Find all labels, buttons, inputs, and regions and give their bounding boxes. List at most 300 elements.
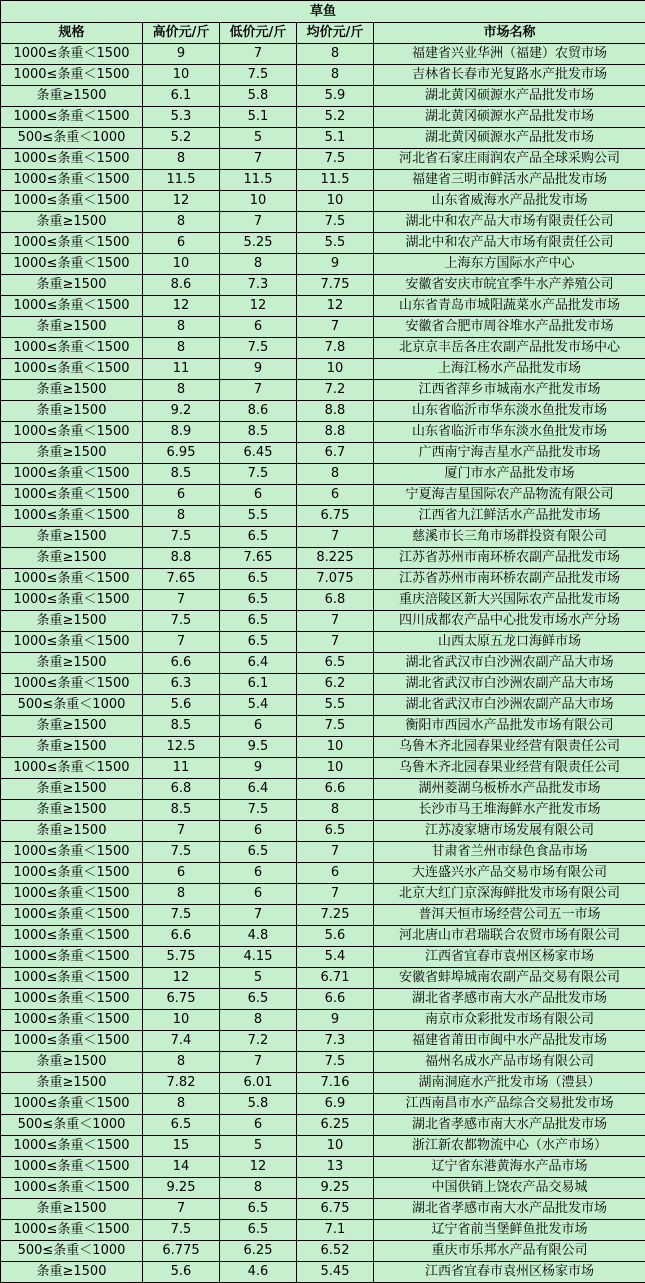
market-name-cell: 山西太原五龙口海鲜市场 [374, 632, 645, 653]
low-price-cell: 5.8 [220, 86, 297, 107]
spec-cell: 1000≤条重＜1500 [1, 863, 143, 884]
market-name-cell: 辽宁省前当堡鲜鱼批发市场 [374, 1220, 645, 1241]
low-price-cell: 7.5 [220, 65, 297, 86]
spec-cell: 条重≥1500 [1, 317, 143, 338]
high-price-cell: 8 [143, 149, 220, 170]
avg-price-cell: 7 [297, 527, 374, 548]
avg-price-cell: 5.2 [297, 107, 374, 128]
table-row [1, 506, 645, 527]
avg-price-cell: 8.225 [297, 548, 374, 569]
high-price-cell: 8.8 [143, 548, 220, 569]
low-price-cell: 6 [220, 884, 297, 905]
low-price-cell: 5.4 [220, 695, 297, 716]
market-name-cell: 安徽省蚌埠城南农副产品交易有限公司 [374, 968, 645, 989]
table-row [1, 1136, 645, 1157]
spec-cell: 条重≥1500 [1, 527, 143, 548]
market-name-cell: 大连盛兴水产品交易市场有限公司 [374, 863, 645, 884]
table-row [1, 1178, 645, 1199]
table-row [1, 968, 645, 989]
high-price-cell: 7.5 [143, 611, 220, 632]
market-name-cell: 中国供销上饶农产品交易城 [374, 1178, 645, 1199]
spec-cell: 1000≤条重＜1500 [1, 758, 143, 779]
market-name-cell: 上海江杨水产品批发市场 [374, 359, 645, 380]
high-price-cell: 7 [143, 821, 220, 842]
table-row [1, 737, 645, 758]
table-row [1, 989, 645, 1010]
spec-cell: 1000≤条重＜1500 [1, 590, 143, 611]
spec-cell: 1000≤条重＜1500 [1, 65, 143, 86]
low-price-cell: 6.45 [220, 443, 297, 464]
market-name-cell: 四川成都农产品中心批发市场水产分场 [374, 611, 645, 632]
market-name-cell: 福建省三明市鲜活水产品批发市场 [374, 170, 645, 191]
low-price-cell: 6 [220, 317, 297, 338]
low-price-cell: 12 [220, 296, 297, 317]
avg-price-cell: 6.75 [297, 506, 374, 527]
low-price-cell: 6.5 [220, 989, 297, 1010]
high-price-cell: 7.82 [143, 1073, 220, 1094]
avg-price-cell: 7 [297, 884, 374, 905]
low-price-cell: 6.5 [220, 527, 297, 548]
market-name-cell: 江西省萍乡市城南水产批发市场 [374, 380, 645, 401]
spec-cell: 条重≥1500 [1, 737, 143, 758]
market-name-cell: 湖北省武汉市白沙洲农副产品大市场 [374, 653, 645, 674]
high-price-cell: 7.5 [143, 842, 220, 863]
spec-cell: 1000≤条重＜1500 [1, 170, 143, 191]
spec-cell: 条重≥1500 [1, 212, 143, 233]
low-price-cell: 9 [220, 359, 297, 380]
high-price-cell: 8 [143, 380, 220, 401]
low-price-cell: 7 [220, 212, 297, 233]
table-row [1, 569, 645, 590]
spec-cell: 1000≤条重＜1500 [1, 1178, 143, 1199]
header-high-price: 高价元/斤 [143, 23, 220, 44]
market-name-cell: 湖州菱湖乌板桥水产品批发市场 [374, 779, 645, 800]
market-name-cell: 江苏凌家塘市场发展有限公司 [374, 821, 645, 842]
avg-price-cell: 8 [297, 65, 374, 86]
table-row [1, 44, 645, 65]
market-name-cell: 慈溪市长三角市场群投资有限公司 [374, 527, 645, 548]
spec-cell: 条重≥1500 [1, 275, 143, 296]
market-name-cell: 乌鲁木齐北园春果业经营有限责任公司 [374, 737, 645, 758]
spec-cell: 条重≥1500 [1, 800, 143, 821]
market-name-cell: 上海东方国际水产中心 [374, 254, 645, 275]
market-name-cell: 广西南宁海吉星水产品批发市场 [374, 443, 645, 464]
table-row [1, 149, 645, 170]
table-row [1, 1094, 645, 1115]
table-row [1, 170, 645, 191]
avg-price-cell: 7 [297, 317, 374, 338]
market-name-cell: 河北唐山市君瑞联合农贸市场有限公司 [374, 926, 645, 947]
table-row [1, 653, 645, 674]
market-name-cell: 湖北中和农产品大市场有限责任公司 [374, 212, 645, 233]
spec-cell: 条重≥1500 [1, 779, 143, 800]
high-price-cell: 11 [143, 758, 220, 779]
high-price-cell: 10 [143, 254, 220, 275]
low-price-cell: 4.6 [220, 1262, 297, 1283]
high-price-cell: 8.5 [143, 716, 220, 737]
spec-cell: 1000≤条重＜1500 [1, 464, 143, 485]
table-row [1, 254, 645, 275]
spec-cell: 1000≤条重＜1500 [1, 989, 143, 1010]
spec-cell: 1000≤条重＜1500 [1, 296, 143, 317]
high-price-cell: 6.1 [143, 86, 220, 107]
market-name-cell: 辽宁省东港黄海水产品市场 [374, 1157, 645, 1178]
high-price-cell: 8.9 [143, 422, 220, 443]
avg-price-cell: 5.5 [297, 233, 374, 254]
high-price-cell: 8.6 [143, 275, 220, 296]
avg-price-cell: 6.7 [297, 443, 374, 464]
market-name-cell: 重庆涪陵区新大兴国际农产品批发市场 [374, 590, 645, 611]
avg-price-cell: 5.6 [297, 926, 374, 947]
high-price-cell: 8 [143, 212, 220, 233]
high-price-cell: 8 [143, 1052, 220, 1073]
market-name-cell: 衡阳市西园水产品批发市场有限公司 [374, 716, 645, 737]
market-name-cell: 北京大红门京深海鲜批发市场有限公司 [374, 884, 645, 905]
avg-price-cell: 7.2 [297, 380, 374, 401]
high-price-cell: 7 [143, 1199, 220, 1220]
high-price-cell: 12 [143, 296, 220, 317]
low-price-cell: 6 [220, 863, 297, 884]
market-name-cell: 湖北省武汉市白沙洲农副产品大市场 [374, 674, 645, 695]
low-price-cell: 10 [220, 191, 297, 212]
high-price-cell: 5.6 [143, 695, 220, 716]
low-price-cell: 7 [220, 905, 297, 926]
low-price-cell: 6.4 [220, 653, 297, 674]
spec-cell: 1000≤条重＜1500 [1, 1136, 143, 1157]
spec-cell: 1000≤条重＜1500 [1, 422, 143, 443]
avg-price-cell: 7.16 [297, 1073, 374, 1094]
table-row [1, 926, 645, 947]
avg-price-cell: 6.75 [297, 1199, 374, 1220]
low-price-cell: 5.5 [220, 506, 297, 527]
high-price-cell: 6.95 [143, 443, 220, 464]
low-price-cell: 6 [220, 716, 297, 737]
header-low-price: 低价元/斤 [220, 23, 297, 44]
low-price-cell: 6.5 [220, 1220, 297, 1241]
low-price-cell: 9 [220, 758, 297, 779]
table-row [1, 905, 645, 926]
table-row [1, 1157, 645, 1178]
table-row [1, 527, 645, 548]
market-name-cell: 南京市众彩批发市场有限公司 [374, 1010, 645, 1031]
high-price-cell: 6 [143, 485, 220, 506]
market-name-cell: 福州名成水产品市场有限公司 [374, 1052, 645, 1073]
high-price-cell: 9 [143, 44, 220, 65]
spec-cell: 条重≥1500 [1, 821, 143, 842]
high-price-cell: 5.75 [143, 947, 220, 968]
table-row [1, 800, 645, 821]
spec-cell: 1000≤条重＜1500 [1, 926, 143, 947]
table-title: 草鱼 [1, 1, 645, 23]
spec-cell: 条重≥1500 [1, 86, 143, 107]
avg-price-cell: 7.5 [297, 212, 374, 233]
market-name-cell: 福建省兴业华洲（福建）农贸市场 [374, 44, 645, 65]
avg-price-cell: 12 [297, 296, 374, 317]
table-row [1, 338, 645, 359]
avg-price-cell: 5.4 [297, 947, 374, 968]
market-name-cell: 江苏省苏州市南环桥农副产品批发市场 [374, 548, 645, 569]
avg-price-cell: 6.8 [297, 590, 374, 611]
table-row [1, 296, 645, 317]
spec-cell: 条重≥1500 [1, 611, 143, 632]
low-price-cell: 5 [220, 1136, 297, 1157]
table-row [1, 1073, 645, 1094]
avg-price-cell: 5.1 [297, 128, 374, 149]
table-row [1, 1199, 645, 1220]
low-price-cell: 7 [220, 380, 297, 401]
low-price-cell: 7.5 [220, 464, 297, 485]
spec-cell: 条重≥1500 [1, 401, 143, 422]
header-spec: 规格 [1, 23, 143, 44]
spec-cell: 1000≤条重＜1500 [1, 359, 143, 380]
low-price-cell: 7.2 [220, 1031, 297, 1052]
table-row [1, 107, 645, 128]
table-row [1, 611, 645, 632]
high-price-cell: 11.5 [143, 170, 220, 191]
market-name-cell: 江西省九江鲜活水产品批发市场 [374, 506, 645, 527]
high-price-cell: 15 [143, 1136, 220, 1157]
spec-cell: 1000≤条重＜1500 [1, 254, 143, 275]
market-name-cell: 吉林省长春市光复路水产批发市场 [374, 65, 645, 86]
table-row [1, 401, 645, 422]
spec-cell: 条重≥1500 [1, 716, 143, 737]
low-price-cell: 6.5 [220, 611, 297, 632]
table-row [1, 863, 645, 884]
spec-cell: 条重≥1500 [1, 380, 143, 401]
spec-cell: 条重≥1500 [1, 653, 143, 674]
table-row [1, 884, 645, 905]
header-avg-price: 均价元/斤 [297, 23, 374, 44]
avg-price-cell: 10 [297, 737, 374, 758]
market-name-cell: 厦门市水产品批发市场 [374, 464, 645, 485]
avg-price-cell: 6.5 [297, 653, 374, 674]
low-price-cell: 5.8 [220, 1094, 297, 1115]
avg-price-cell: 7.25 [297, 905, 374, 926]
market-name-cell: 山东省青岛市城阳蔬菜水产品批发市场 [374, 296, 645, 317]
header-row [1, 23, 645, 44]
spec-cell: 1000≤条重＜1500 [1, 905, 143, 926]
low-price-cell: 4.15 [220, 947, 297, 968]
low-price-cell: 12 [220, 1157, 297, 1178]
avg-price-cell: 5.9 [297, 86, 374, 107]
spec-cell: 条重≥1500 [1, 443, 143, 464]
high-price-cell: 7.5 [143, 1220, 220, 1241]
spec-cell: 条重≥1500 [1, 1262, 143, 1283]
avg-price-cell: 8.8 [297, 422, 374, 443]
avg-price-cell: 6.52 [297, 1241, 374, 1262]
avg-price-cell: 8 [297, 464, 374, 485]
spec-cell: 1000≤条重＜1500 [1, 1010, 143, 1031]
low-price-cell: 5 [220, 128, 297, 149]
spec-cell: 1000≤条重＜1500 [1, 569, 143, 590]
high-price-cell: 6.75 [143, 989, 220, 1010]
avg-price-cell: 5.45 [297, 1262, 374, 1283]
low-price-cell: 8 [220, 1010, 297, 1031]
spec-cell: 1000≤条重＜1500 [1, 191, 143, 212]
spec-cell: 1000≤条重＜1500 [1, 674, 143, 695]
avg-price-cell: 6 [297, 485, 374, 506]
table-row [1, 317, 645, 338]
high-price-cell: 9.25 [143, 1178, 220, 1199]
avg-price-cell: 10 [297, 1136, 374, 1157]
low-price-cell: 7.5 [220, 800, 297, 821]
market-name-cell: 浙江新农都物流中心（水产市场） [374, 1136, 645, 1157]
spec-cell: 1000≤条重＜1500 [1, 1031, 143, 1052]
high-price-cell: 6.775 [143, 1241, 220, 1262]
table-row [1, 485, 645, 506]
spec-cell: 1000≤条重＜1500 [1, 947, 143, 968]
table-row [1, 359, 645, 380]
spec-cell: 1000≤条重＜1500 [1, 149, 143, 170]
avg-price-cell: 6.5 [297, 821, 374, 842]
market-name-cell: 长沙市马王堆海鲜水产批发市场 [374, 800, 645, 821]
high-price-cell: 14 [143, 1157, 220, 1178]
high-price-cell: 7 [143, 632, 220, 653]
table-row [1, 947, 645, 968]
market-name-cell: 湖北黄冈硕源水产品批发市场 [374, 128, 645, 149]
avg-price-cell: 7 [297, 611, 374, 632]
spec-cell: 500≤条重＜1000 [1, 128, 143, 149]
avg-price-cell: 6.25 [297, 1115, 374, 1136]
low-price-cell: 7 [220, 149, 297, 170]
high-price-cell: 10 [143, 1010, 220, 1031]
avg-price-cell: 5.5 [297, 695, 374, 716]
high-price-cell: 6 [143, 233, 220, 254]
spec-cell: 500≤条重＜1000 [1, 1115, 143, 1136]
table-row [1, 779, 645, 800]
header-market-name: 市场名称 [374, 23, 645, 44]
avg-price-cell: 6.6 [297, 989, 374, 1010]
avg-price-cell: 6.2 [297, 674, 374, 695]
low-price-cell: 7.65 [220, 548, 297, 569]
avg-price-cell: 7 [297, 842, 374, 863]
low-price-cell: 5.1 [220, 107, 297, 128]
high-price-cell: 12 [143, 191, 220, 212]
low-price-cell: 8.6 [220, 401, 297, 422]
high-price-cell: 8 [143, 506, 220, 527]
high-price-cell: 6.3 [143, 674, 220, 695]
table-row [1, 380, 645, 401]
high-price-cell: 6 [143, 863, 220, 884]
market-name-cell: 江西省宜春市袁州区杨家市场 [374, 947, 645, 968]
high-price-cell: 9.2 [143, 401, 220, 422]
avg-price-cell: 7.075 [297, 569, 374, 590]
avg-price-cell: 7.75 [297, 275, 374, 296]
table-row [1, 191, 645, 212]
table-row [1, 233, 645, 254]
high-price-cell: 10 [143, 65, 220, 86]
low-price-cell: 6.5 [220, 1199, 297, 1220]
table-row [1, 590, 645, 611]
table-row [1, 842, 645, 863]
low-price-cell: 8 [220, 1178, 297, 1199]
spec-cell: 1000≤条重＜1500 [1, 1094, 143, 1115]
low-price-cell: 4.8 [220, 926, 297, 947]
table-row [1, 695, 645, 716]
avg-price-cell: 9.25 [297, 1178, 374, 1199]
avg-price-cell: 6.71 [297, 968, 374, 989]
table-row [1, 821, 645, 842]
table-row [1, 86, 645, 107]
spec-cell: 1000≤条重＜1500 [1, 44, 143, 65]
high-price-cell: 5.6 [143, 1262, 220, 1283]
low-price-cell: 5.25 [220, 233, 297, 254]
market-name-cell: 山东省临沂市华东淡水鱼批发市场 [374, 401, 645, 422]
market-name-cell: 湖北省孝感市南大水产品批发市场 [374, 1115, 645, 1136]
table-row [1, 716, 645, 737]
table-row [1, 758, 645, 779]
spec-cell: 500≤条重＜1000 [1, 695, 143, 716]
market-name-cell: 宁夏海吉星国际农产品物流有限公司 [374, 485, 645, 506]
low-price-cell: 6.01 [220, 1073, 297, 1094]
avg-price-cell: 8.8 [297, 401, 374, 422]
table-row [1, 1241, 645, 1262]
avg-price-cell: 7 [297, 632, 374, 653]
spec-cell: 500≤条重＜1000 [1, 1241, 143, 1262]
title-row [1, 1, 645, 23]
high-price-cell: 8 [143, 884, 220, 905]
spec-cell: 条重≥1500 [1, 1199, 143, 1220]
high-price-cell: 5.2 [143, 128, 220, 149]
spec-cell: 1000≤条重＜1500 [1, 968, 143, 989]
table-body [1, 44, 645, 1283]
market-name-cell: 北京京丰岳各庄农副产品批发市场中心 [374, 338, 645, 359]
market-name-cell: 江苏省苏州市南环桥农副产品批发市场 [374, 569, 645, 590]
market-name-cell: 福建省莆田市闽中水产品批发市场 [374, 1031, 645, 1052]
low-price-cell: 7.3 [220, 275, 297, 296]
avg-price-cell: 6.6 [297, 779, 374, 800]
market-name-cell: 湖北省武汉市白沙洲农副产品大市场 [374, 695, 645, 716]
high-price-cell: 7.4 [143, 1031, 220, 1052]
table-row [1, 674, 645, 695]
low-price-cell: 7.5 [220, 338, 297, 359]
high-price-cell: 8.5 [143, 800, 220, 821]
market-name-cell: 湖北省孝感市南大水产品批发市场 [374, 989, 645, 1010]
spec-cell: 1000≤条重＜1500 [1, 233, 143, 254]
low-price-cell: 6.1 [220, 674, 297, 695]
avg-price-cell: 7.8 [297, 338, 374, 359]
avg-price-cell: 10 [297, 191, 374, 212]
avg-price-cell: 10 [297, 359, 374, 380]
market-name-cell: 江西省宜春市袁州区杨家市场 [374, 1262, 645, 1283]
low-price-cell: 8.5 [220, 422, 297, 443]
low-price-cell: 6.5 [220, 632, 297, 653]
market-name-cell: 甘肃省兰州市绿色食品市场 [374, 842, 645, 863]
spec-cell: 1000≤条重＜1500 [1, 107, 143, 128]
table-row [1, 1220, 645, 1241]
high-price-cell: 6.6 [143, 653, 220, 674]
market-name-cell: 普洱天恒市场经营公司五一市场 [374, 905, 645, 926]
high-price-cell: 7.65 [143, 569, 220, 590]
spec-cell: 条重≥1500 [1, 1073, 143, 1094]
table-row [1, 275, 645, 296]
high-price-cell: 5.3 [143, 107, 220, 128]
avg-price-cell: 6.9 [297, 1094, 374, 1115]
table-row [1, 548, 645, 569]
table-row [1, 128, 645, 149]
market-name-cell: 山东省威海水产品批发市场 [374, 191, 645, 212]
avg-price-cell: 8 [297, 800, 374, 821]
spec-cell: 条重≥1500 [1, 1052, 143, 1073]
high-price-cell: 12.5 [143, 737, 220, 758]
high-price-cell: 7.5 [143, 527, 220, 548]
low-price-cell: 6 [220, 821, 297, 842]
avg-price-cell: 13 [297, 1157, 374, 1178]
low-price-cell: 6.25 [220, 1241, 297, 1262]
spec-cell: 1000≤条重＜1500 [1, 1157, 143, 1178]
low-price-cell: 6.5 [220, 569, 297, 590]
market-name-cell: 重庆市乐邦水产品有限公司 [374, 1241, 645, 1262]
